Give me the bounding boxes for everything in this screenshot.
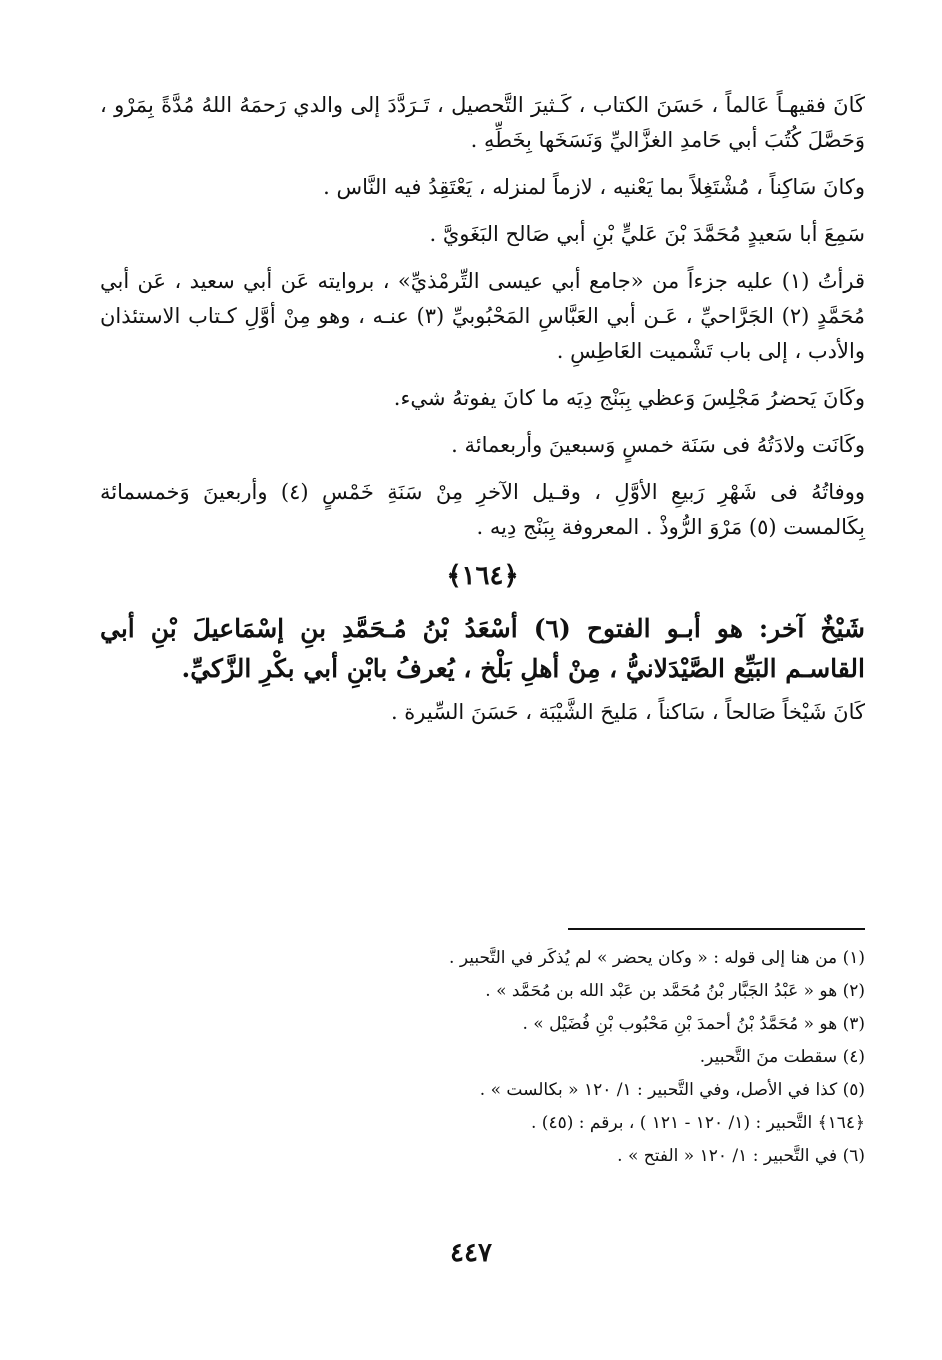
paragraph-birth: وكَانَت ولادَتُهُ فى سَنَة خمسٍ وَسبعينَ وأربعمائة . [451, 433, 865, 457]
footnotes [280, 942, 865, 1173]
footnote-divider [568, 928, 865, 930]
footnote-3: (٣) هو « مُحَمَّدُ بْنُ أحمدَ بْنِ مَحْبُوب بْنِ فُضَيْل » . [522, 1014, 865, 1034]
entry-number: ﴿١٦٤﴾ [446, 561, 519, 591]
entry-paragraph: كَانَ شَيْخاً صَالحاً ، سَاكناً ، مَليحَ الشَّيْبَة ، حَسَنَ السِّيرة . [390, 700, 865, 724]
main-text [100, 88, 865, 738]
entry-heading: شَيْخٌ آخر: هو أبـو الفتوح (٦) أسْعَدُ بْنُ مُـحَمَّدِ بنِ إسْمَاعيلَ بْنِ أبي القاسـم البَيِّع الصَّيْدَلانيُّ ، مِنْ أهلِ بَلْخ ، يُعرفُ بابْنِ أبي بكْرِ الزَّكيِّ. [100, 614, 865, 683]
paragraph-teacher: سَمِعَ أبا سَعيدٍ مُحَمَّدَ بْنَ عَليٍّ بْنِ أبي صَالح البَغَويَّ . [429, 222, 865, 246]
paragraph-biography: كَانَ فقيهـاً عَالماً ، حَسَنَ الكتاب ، كَـثيرَ التَّحصيل ، تَـرَدَّدَ إلى والدي رَحمَهُ اللهُ مُدَّةً بِمَرْو ، وَحَصَّلَ كُتُبَ أبي حَامدِ الغزَّاليِّ وَنَسَخَها بِخَطِّهِ . [100, 93, 865, 152]
footnote-5: (٥) كذا في الأصل، وفي التَّحبير : ١/ ١٢٠ « بكالست » . [479, 1080, 865, 1100]
paragraph-death: ووفاتُهُ فى شَهْرِ رَبيعِ الأوَّلِ ، وقـيل الآخرِ مِنْ سَنَةِ خَمْسٍ (٤) وأربعينَ وَخمسمائة بِكَالمست (٥) مَرْوَ الرُّوذْ . المعروفة بِبَنْج دِيه . [100, 480, 865, 539]
paragraph-character: وكانَ سَاكِناً ، مُشْتَغِلاً بما يَعْنيه ، لازماً لمنزله ، يَعْتَقِدُ فيه النَّاس . [323, 175, 865, 199]
paragraph-reading: قرأتُ (١) عليه جزءاً من «جامع أبي عيسى التِّرمْذيِّ» ، بروايته عَن أبي سعيد ، عَن أبي مُحَمَّدٍ (٢) الجَرَّاحيِّ ، عَـن أبي العَبَّاسِ المَحْبُوبيِّ (٣) عنـه ، وهو مِنْ أوَّلِ كـتاب الاستئذان والأدب ، إلى باب تَشْميت العَاطِسِ . [100, 269, 866, 363]
paragraph-attendance: وكَانَ يَحضرُ مَجْلِسَ وَعظي بِبَنْج دِيَه ما كانَ يفوتهُ شيء. [393, 386, 865, 410]
footnote-1: (١) من هنا إلى قوله : « وكان يحضر » لم يُذكَر في التَّحبير . [449, 948, 865, 968]
footnote-2: (٢) هو « عَبْدُ الجَبَّار بْنُ مُحَمَّد بن عَبْد الله بن مُحَمَّد » . [485, 981, 865, 1001]
footnote-6: (٦) في التَّحبير : ١/ ١٢٠ « الفتح » . [617, 1146, 865, 1166]
footnote-4: (٤) سقطت منَ التَّحبير. [699, 1047, 865, 1067]
page-number: ٤٤٧ [450, 1238, 492, 1268]
footnote-entry-164: ﴿١٦٤﴾ التَّحبير : (١/ ١٢٠ - ١٢١ ) ، برقم : (٤٥) . [531, 1113, 865, 1133]
